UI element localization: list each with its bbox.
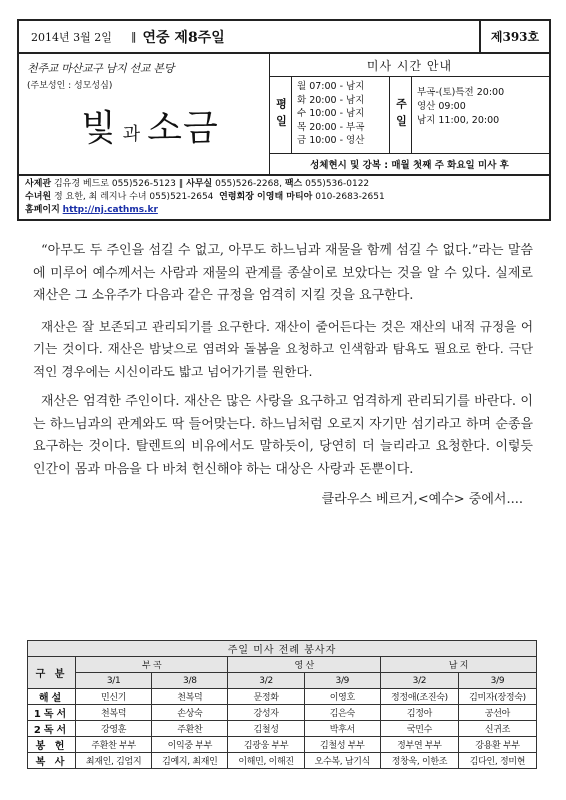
table-cell: 민신기 xyxy=(76,689,152,705)
table-cell: 손상숙 xyxy=(152,705,228,721)
group-header: 부 곡 xyxy=(76,657,228,673)
row-label: 해설 xyxy=(28,689,76,705)
table-cell: 오수복, 남기식 xyxy=(304,753,380,769)
table-cell: 이해민, 이해진 xyxy=(228,753,304,769)
logo-word-light: 빛 xyxy=(81,108,117,149)
mass-times-body xyxy=(270,77,549,154)
table-cell: 김철성 xyxy=(228,721,304,737)
table-row xyxy=(28,721,537,737)
group-header: 남 지 xyxy=(380,657,536,673)
table-cell: 김미자(장정숙) xyxy=(458,689,536,705)
table-cell: 김광웅 부부 xyxy=(228,737,304,753)
table-row xyxy=(28,689,537,705)
row-label: 봉 헌 xyxy=(28,737,76,753)
convent-contact: 정 요한, 최 레지나 수녀 055)521-2654 xyxy=(53,192,214,202)
table-cell: 강영훈 xyxy=(76,721,152,737)
table-cell: 김은숙 xyxy=(304,705,380,721)
table-row xyxy=(28,705,537,721)
weekday-mass: 수 10:00 - 남지 xyxy=(297,108,365,120)
table-row xyxy=(28,753,537,769)
adoration-notice: 성체현시 및 강복 : 매월 첫째 주 화요일 미사 후 xyxy=(310,160,509,171)
article xyxy=(33,240,533,512)
table-cell: 김정아 xyxy=(380,705,458,721)
date-header: 3/1 xyxy=(76,673,152,689)
fax-label: 팩스 xyxy=(284,179,303,189)
date-header: 3/9 xyxy=(304,673,380,689)
mass-times-title: 미사 시간 안내 xyxy=(270,54,549,77)
masthead-row xyxy=(19,54,549,176)
table-cell: 문정화 xyxy=(228,689,304,705)
date-header: 3/9 xyxy=(458,673,536,689)
logo-word-and: 과 xyxy=(122,124,142,145)
weekday-mass: 월 07:00 - 남지 xyxy=(297,81,365,92)
contact-line-1 xyxy=(25,178,543,191)
table-cell: 공선아 xyxy=(458,705,536,721)
date-separator: ‖ xyxy=(131,30,137,43)
date-header: 3/2 xyxy=(228,673,304,689)
issue-number: 제393호 xyxy=(479,21,549,52)
table-caption-row xyxy=(28,641,537,657)
weekday-mass: 목 20:00 - 부곡 xyxy=(297,121,365,133)
article-paragraph: “아무도 두 주인을 섬길 수 없고, 아무도 하느님과 재물을 함께 섬길 수 없다.”라는 말씀에 미루어 예수께서는 사람과 재물의 관계를 종살이로 보았다는 것을 알 수 있다. 실제로 재산은 그 소유주가 다음과 같은 규정을 엄격히 지킬 것을 요구한다. xyxy=(33,243,533,303)
patron-saint: (주보성인 : 성모성심) xyxy=(27,81,113,91)
date-header: 3/8 xyxy=(152,673,228,689)
sunday-label: 주일 xyxy=(390,77,412,153)
row-label: 2독서 xyxy=(28,721,76,737)
sunday-schedule xyxy=(412,77,549,153)
table-cell: 주환찬 xyxy=(152,721,228,737)
logo-word-salt: 소금 xyxy=(147,108,219,149)
table-cell: 정창욱, 이한조 xyxy=(380,753,458,769)
sunday-mass: 영산 09:00 xyxy=(417,101,466,112)
office-phone: 055)526-2268, xyxy=(215,179,282,189)
table-cell: 정부연 부부 xyxy=(380,737,458,753)
table-cell: 이영호 xyxy=(304,689,380,705)
group-header-row xyxy=(28,657,537,673)
article-paragraph: 재산은 잘 보존되고 관리되기를 요구한다. 재산이 줄어든다는 것은 재산의 내적 규정을 어기는 것이다. 재산은 밤낮으로 염려와 돌봄을 요청하고 인색함과 탐욕도 필요로 한다. 극단적인 경우에는 시신이라도 밟고 넘어가기를 원한다. xyxy=(33,318,533,379)
table-cell: 국민수 xyxy=(380,721,458,737)
date-header: 3/2 xyxy=(380,673,458,689)
bulletin-logo xyxy=(81,100,219,151)
masthead xyxy=(19,54,270,174)
server-roster-table xyxy=(27,640,537,769)
weekday-label: 평일 xyxy=(270,77,292,153)
homepage-label: 홈페이지 xyxy=(25,205,60,215)
funeral-committee-phone: 010-2683-2651 xyxy=(315,192,385,202)
table-cell: 천복덕 xyxy=(152,689,228,705)
table-cell: 주환찬 부부 xyxy=(76,737,152,753)
table-cell: 김철성 부부 xyxy=(304,737,380,753)
rectory-label: 사제관 xyxy=(25,179,52,189)
table-cell: 정정애(조진숙) xyxy=(380,689,458,705)
corner-header: 구 분 xyxy=(28,657,76,689)
mass-times xyxy=(270,54,549,174)
weekday-schedule xyxy=(292,77,390,153)
contact-line-3 xyxy=(25,204,543,217)
weekday-mass: 금 10:00 - 영산 xyxy=(297,135,365,147)
sunday-mass: 남지 11:00, 20:00 xyxy=(417,115,500,126)
top-bar xyxy=(19,21,549,54)
bulletin-header xyxy=(17,19,551,221)
table-row xyxy=(28,737,537,753)
liturgical-title: 연중 제8주일 xyxy=(142,29,225,46)
row-label: 1독서 xyxy=(28,705,76,721)
table-cell: 이익중 부부 xyxy=(152,737,228,753)
contact-line-2 xyxy=(25,191,543,204)
table-cell: 김예지, 최재인 xyxy=(152,753,228,769)
group-header: 영 산 xyxy=(228,657,380,673)
fax-number: 055)536-0122 xyxy=(305,179,370,189)
row-label: 복 사 xyxy=(28,753,76,769)
article-paragraph: 재산은 엄격한 주인이다. 재산은 많은 사랑을 요구하고 엄격하게 관리되기를 바란다. 이는 하느님과의 관계와도 딱 들어맞는다. 하느님처럼 오로지 자기만 섬기라고 하며 순종을 요구하는 것이다. 탈렌트의 비유에서도 말하듯이, 당연히 더 늘리라고 요청한다. 이렇듯 인간이 몸과 마음을 다 바쳐 헌신해야 하는 대상은 사랑과 돈뿐이다. xyxy=(33,394,533,477)
table-cell: 박후서 xyxy=(304,721,380,737)
date-header-row xyxy=(28,673,537,689)
weekday-mass: 화 20:00 - 남지 xyxy=(297,94,365,106)
article-citation: 클라우스 베르거,<예수> 중에서.... xyxy=(321,492,523,507)
table-caption: 주일 미사 전례 봉사자 xyxy=(28,641,537,657)
contact-info xyxy=(19,176,549,219)
rectory-contact: 김유경 베드로 055)526-5123 xyxy=(53,179,176,189)
church-name: 천주교 마산교구 남지 선교 본당 xyxy=(27,62,175,75)
table-cell: 강성자 xyxy=(228,705,304,721)
table-cell: 강용환 부부 xyxy=(458,737,536,753)
contact-separator: ‖ xyxy=(178,179,184,189)
issue-date: 2014년 3월 2일 xyxy=(31,30,112,44)
funeral-committee-label: 연령회장 이영태 마티아 xyxy=(219,192,313,202)
table-cell: 김다인, 정미현 xyxy=(458,753,536,769)
table-cell: 신귀조 xyxy=(458,721,536,737)
table-cell: 최재인, 김엄지 xyxy=(76,753,152,769)
office-label: 사무실 xyxy=(186,179,213,189)
table-cell: 천복덕 xyxy=(76,705,152,721)
convent-label: 수녀원 xyxy=(25,192,52,202)
homepage-link[interactable]: http://nj.cathms.kr xyxy=(62,205,158,215)
sunday-mass: 부곡-(토)특전 20:00 xyxy=(417,87,505,98)
